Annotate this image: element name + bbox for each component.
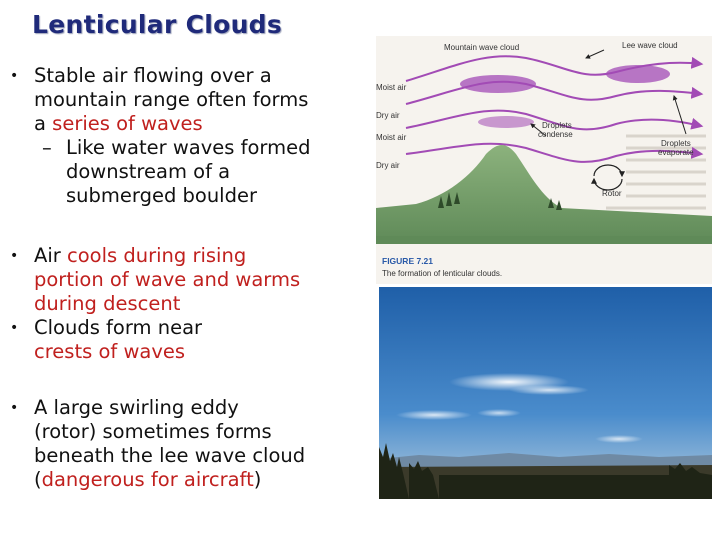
bullet-marker: •	[10, 248, 19, 264]
subbullet-marker: –	[42, 136, 52, 159]
bullet-line: (rotor) sometimes forms	[34, 420, 272, 443]
figure-caption-label: FIGURE 7.21	[382, 256, 434, 266]
highlight-text: series of waves	[52, 112, 203, 135]
text-span: Air	[34, 244, 67, 267]
bullet-line: beneath the lee wave cloud	[34, 444, 306, 467]
bullet-line: mountain range often forms	[34, 88, 309, 111]
bullet-list	[10, 64, 370, 492]
bullet-line: downstream of a	[66, 160, 231, 183]
label-dry-air: Dry air	[376, 111, 400, 120]
subbullet-water-waves	[10, 136, 370, 208]
lenticular-diagram	[376, 36, 712, 284]
label-droplets-evaporate: Droplets	[661, 139, 691, 148]
bullet-line: Clouds form near	[34, 316, 203, 339]
label-moist-air: Moist air	[376, 83, 407, 92]
label-dry-air: Dry air	[376, 161, 400, 170]
lenticular-cloud	[396, 410, 472, 420]
highlight-text: during descent	[34, 292, 181, 315]
label-rotor: Rotor	[602, 189, 622, 198]
highlight-text: portion of wave and warms	[34, 268, 301, 291]
label-mountain-wave-cloud: Mountain wave cloud	[444, 43, 520, 52]
bullet-clouds-form	[10, 316, 370, 364]
slide-title: Lenticular Clouds	[32, 10, 283, 39]
figure-caption-text: The formation of lenticular clouds.	[382, 269, 503, 278]
label-droplets-evaporate: evaporate	[658, 148, 694, 157]
text-span: a	[34, 112, 53, 135]
highlight-text: dangerous for aircraft	[41, 468, 254, 491]
bullet-line: Stable air flowing over a	[34, 64, 272, 87]
bullet-line	[34, 468, 370, 492]
bullet-air-cools	[10, 244, 370, 316]
lenticular-cloud-photo	[379, 287, 712, 499]
bullet-line	[34, 244, 370, 268]
bullet-line: submerged boulder	[66, 184, 257, 207]
label-droplets-condense: condense	[538, 130, 573, 139]
lenticular-cloud	[595, 435, 643, 443]
mountain-wave-cloud	[460, 75, 536, 93]
highlight-text: cools during rising	[66, 244, 247, 267]
bullet-rotor	[10, 396, 370, 492]
bullet-line: A large swirling eddy	[34, 396, 239, 419]
label-droplets-condense: Droplets	[542, 121, 572, 130]
label-moist-air: Moist air	[376, 133, 407, 142]
bullet-marker: •	[10, 320, 19, 336]
highlight-text: crests of waves	[34, 340, 186, 363]
lee-wave-cloud	[606, 65, 670, 83]
text-span: )	[253, 468, 262, 491]
lower-wave-cloud	[478, 116, 534, 128]
bullet-marker: •	[10, 68, 19, 84]
label-lee-wave-cloud: Lee wave cloud	[622, 41, 678, 50]
bullet-line: Like water waves formed	[66, 136, 311, 159]
bullet-line	[34, 112, 370, 136]
text-span: (	[34, 468, 42, 491]
bullet-stable-air	[10, 64, 370, 136]
bullet-marker: •	[10, 400, 19, 416]
